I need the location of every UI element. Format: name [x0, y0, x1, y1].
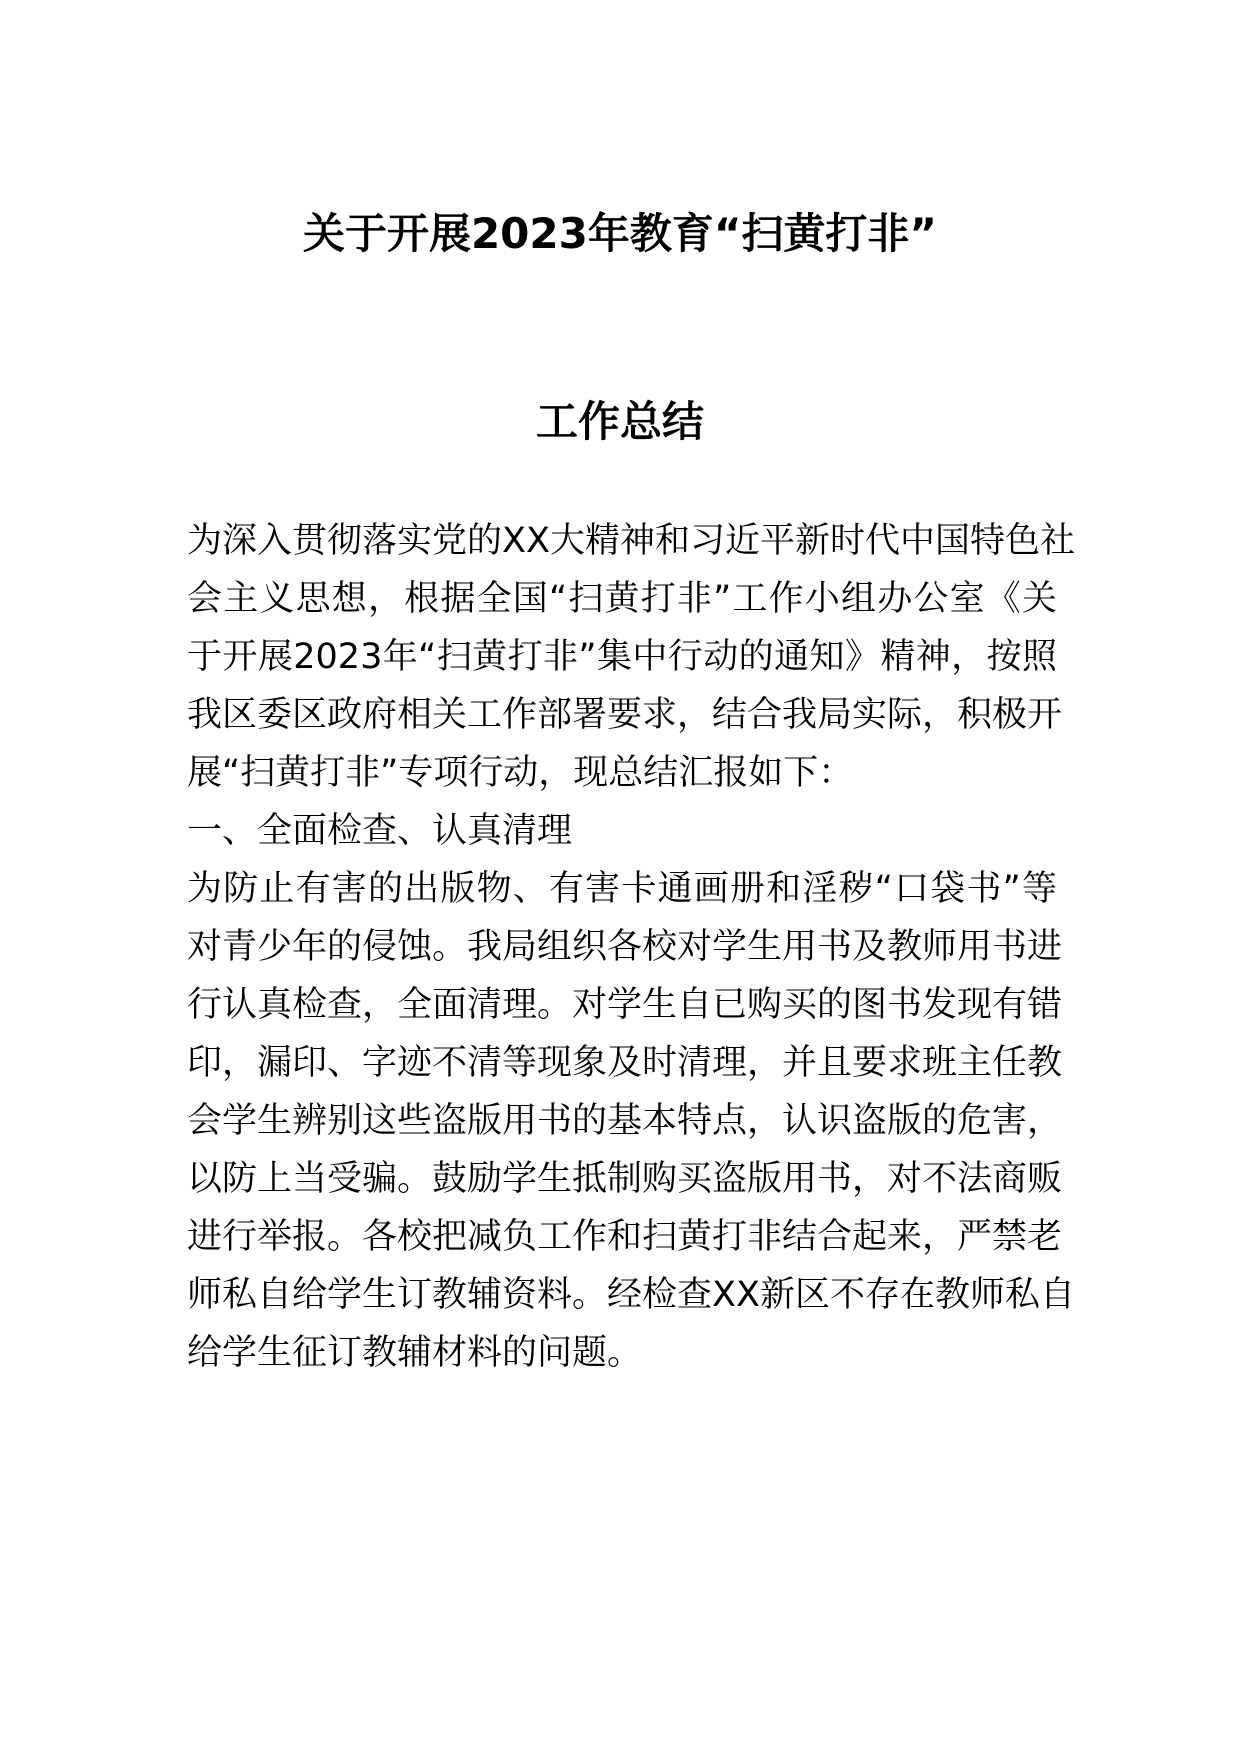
- paragraph-line: 对青少年的侵蚀。我局组织各校对学生用书及教师用书进: [187, 927, 1063, 967]
- paragraph-line: 会主义思想，根据全国“扫黄打非”工作小组办公室《关: [187, 579, 1057, 619]
- paragraph-line: 为防止有害的出版物、有害卡通画册和淫秽“口袋书”等: [187, 869, 1057, 909]
- paragraph-line: 印，漏印、字迹不清等现象及时清理，并且要求班主任教: [187, 1043, 1063, 1083]
- paragraph-line: 会学生辨别这些盗版用书的基本特点，认识盗版的危害，: [187, 1101, 1063, 1141]
- paragraph-line: 于开展2023年“扫黄打非”集中行动的通知》精神，按照: [187, 637, 1057, 677]
- paragraph-line: 进行举报。各校把减负工作和扫黄打非结合起来，严禁老: [187, 1217, 1063, 1257]
- paragraph-line: 为深入贯彻落实党的XX大精神和习近平新时代中国特色社: [187, 521, 1075, 561]
- paragraph-line: 行认真检查，全面清理。对学生自已购买的图书发现有错: [187, 985, 1063, 1025]
- paragraph-line: 我区委区政府相关工作部署要求，结合我局实际，积极开: [187, 695, 1063, 735]
- section-heading: 一、全面检查、认真清理: [187, 811, 573, 851]
- paragraph-line: 给学生征订教辅材料的问题。: [187, 1333, 643, 1373]
- paragraph-line: 以防上当受骗。鼓励学生抵制购买盗版用书，对不法商贩: [187, 1159, 1063, 1199]
- document-title-line-2: 工作总结: [535, 397, 704, 446]
- document-title-line-1: 关于开展2023年教育“扫黄打非”: [302, 209, 938, 258]
- paragraph-line: 展“扫黄打非”专项行动，现总结汇报如下：: [187, 753, 854, 793]
- paragraph-line: 师私自给学生订教辅资料。经检查XX新区不存在教师私自: [187, 1275, 1075, 1315]
